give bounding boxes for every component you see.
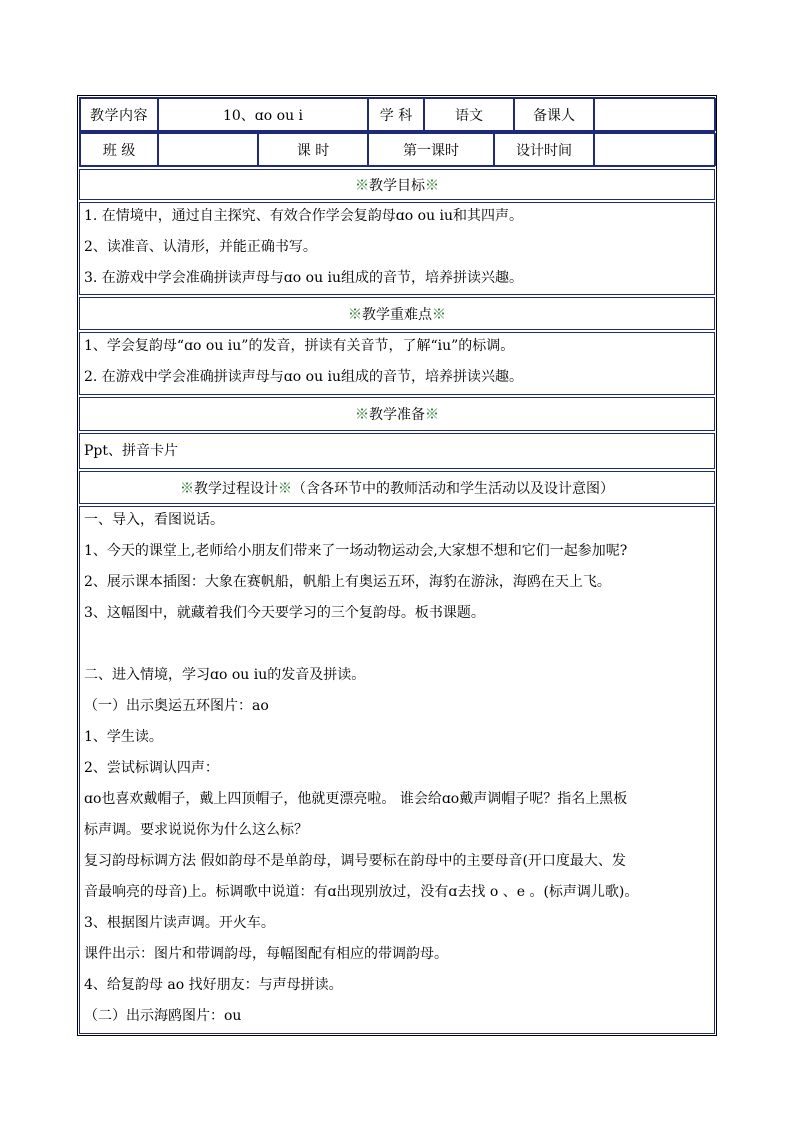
process-line: （二）出示海鸥图片：ou <box>84 1008 242 1024</box>
design-time-cell <box>594 133 716 166</box>
process-line: 2、展示课本插图：大象在赛帆船，帆船上有奥运五环，海豹在游泳，海鸥在天上飞。 <box>84 574 611 590</box>
process-line: 课件出示：图片和带调韵母，每幅图配有相应的带调韵母。 <box>84 946 448 962</box>
process-line: 标声调。要求说说你为什么这么标？ <box>84 822 308 838</box>
label-teaching-content <box>80 98 158 131</box>
process-line: 音最响亮的母音)上。标调歌中说道：有ɑ出现别放过，没有ɑ去找 o 、e 。(标声调儿歌)。 <box>84 884 639 900</box>
process-line: ɑo也喜欢戴帽子，戴上四顶帽子，他就更漂亮啦。 谁会给ɑo戴声调帽子呢？指名上黑板 <box>84 791 628 807</box>
process-line: （一）出示奥运五环图片：ao <box>84 698 269 714</box>
reference-mark-icon: ※ <box>348 306 362 323</box>
subject-value: 语文 <box>455 107 483 124</box>
lesson-title-cell <box>158 98 368 131</box>
reference-mark-icon: ※ <box>355 407 369 423</box>
goal-item-1: 1. 在情境中，通过自主探究、有效合作学会复韵母ɑo ou iu和其四声。 <box>84 208 524 224</box>
preparation-content: Ppt、拼音卡片 <box>84 443 179 459</box>
reference-mark-icon: ※ <box>425 407 439 423</box>
process-line: 3、根据图片读声调。开火车。 <box>84 915 275 931</box>
goal-item-2: 2、读准音、认清形，并能正确书写。 <box>84 239 317 255</box>
header-row-2 <box>79 132 715 167</box>
process-line: 1、学生读。 <box>84 729 163 745</box>
reference-mark-icon: ※ <box>180 480 194 497</box>
label-preparer <box>514 98 594 131</box>
process-line: 3、这幅图中，就藏着我们今天要学习的三个复韵母。板书课题。 <box>84 605 485 621</box>
label-preparer-text: 备课人 <box>533 107 575 124</box>
key-points-heading-row <box>79 297 715 330</box>
key-point-item-1: 1、学会复韵母“ɑo ou iu”的发音，拼读有关音节，了解“iu”的标调。 <box>84 338 515 354</box>
process-line: 4、给复韵母 ao 找好朋友：与声母拼读。 <box>84 977 343 993</box>
label-teaching-content-text: 教学内容 <box>90 107 148 124</box>
process-line: 2、尝试标调认四声： <box>84 760 219 776</box>
period-value: 第一课时 <box>403 142 459 159</box>
reference-mark-icon: ※ <box>425 177 439 194</box>
process-line: 一、导入，看图说话。 <box>84 512 224 528</box>
label-subject-text: 学 科 <box>379 107 413 124</box>
goal-item-3: 3. 在游戏中学会准确拼读声母与ɑo ou iu组成的音节，培养拼读兴趣。 <box>84 270 524 286</box>
label-period-text: 课 时 <box>296 142 330 159</box>
label-subject <box>368 98 424 131</box>
label-class-text: 班 级 <box>102 142 136 159</box>
preparer-cell <box>594 98 716 131</box>
period-cell <box>368 133 494 166</box>
goals-heading-row <box>79 169 715 200</box>
process-line: 1、今天的课堂上,老师给小朋友们带来了一场动物运动会,大家想不想和它们一起参加呢? <box>84 543 628 559</box>
key-points-heading: ※教学重难点※ <box>348 306 446 323</box>
key-point-item-2: 2. 在游戏中学会准确拼读声母与ɑo ou iu组成的音节，培养拼读兴趣。 <box>84 369 524 385</box>
class-cell <box>158 133 258 166</box>
process-line: 复习韵母标调方法 假如韵母不是单韵母，调号要标在韵母中的主要母音(开口度最大、发 <box>84 853 626 869</box>
preparation-heading: ※教学准备※ <box>355 407 439 423</box>
label-period <box>258 133 368 166</box>
label-design-time-text: 设计时间 <box>516 142 572 159</box>
process-line: 二、进入情境，学习ɑo ou iu的发音及拼读。 <box>84 667 366 683</box>
preparation-heading-row <box>79 397 715 431</box>
label-class <box>80 133 158 166</box>
reference-mark-icon: ※ <box>278 480 292 497</box>
goals-heading: ※教学目标※ <box>355 177 439 194</box>
reference-mark-icon: ※ <box>432 306 446 323</box>
label-design-time <box>494 133 594 166</box>
header-row-1 <box>79 97 715 132</box>
lesson-title: 10、ɑo ou i <box>222 107 304 124</box>
subject-cell <box>424 98 514 131</box>
process-heading-row <box>79 471 715 504</box>
reference-mark-icon: ※ <box>355 177 369 194</box>
process-heading: ※教学过程设计※（含各环节中的教师活动和学生活动以及设计意图） <box>180 480 614 497</box>
